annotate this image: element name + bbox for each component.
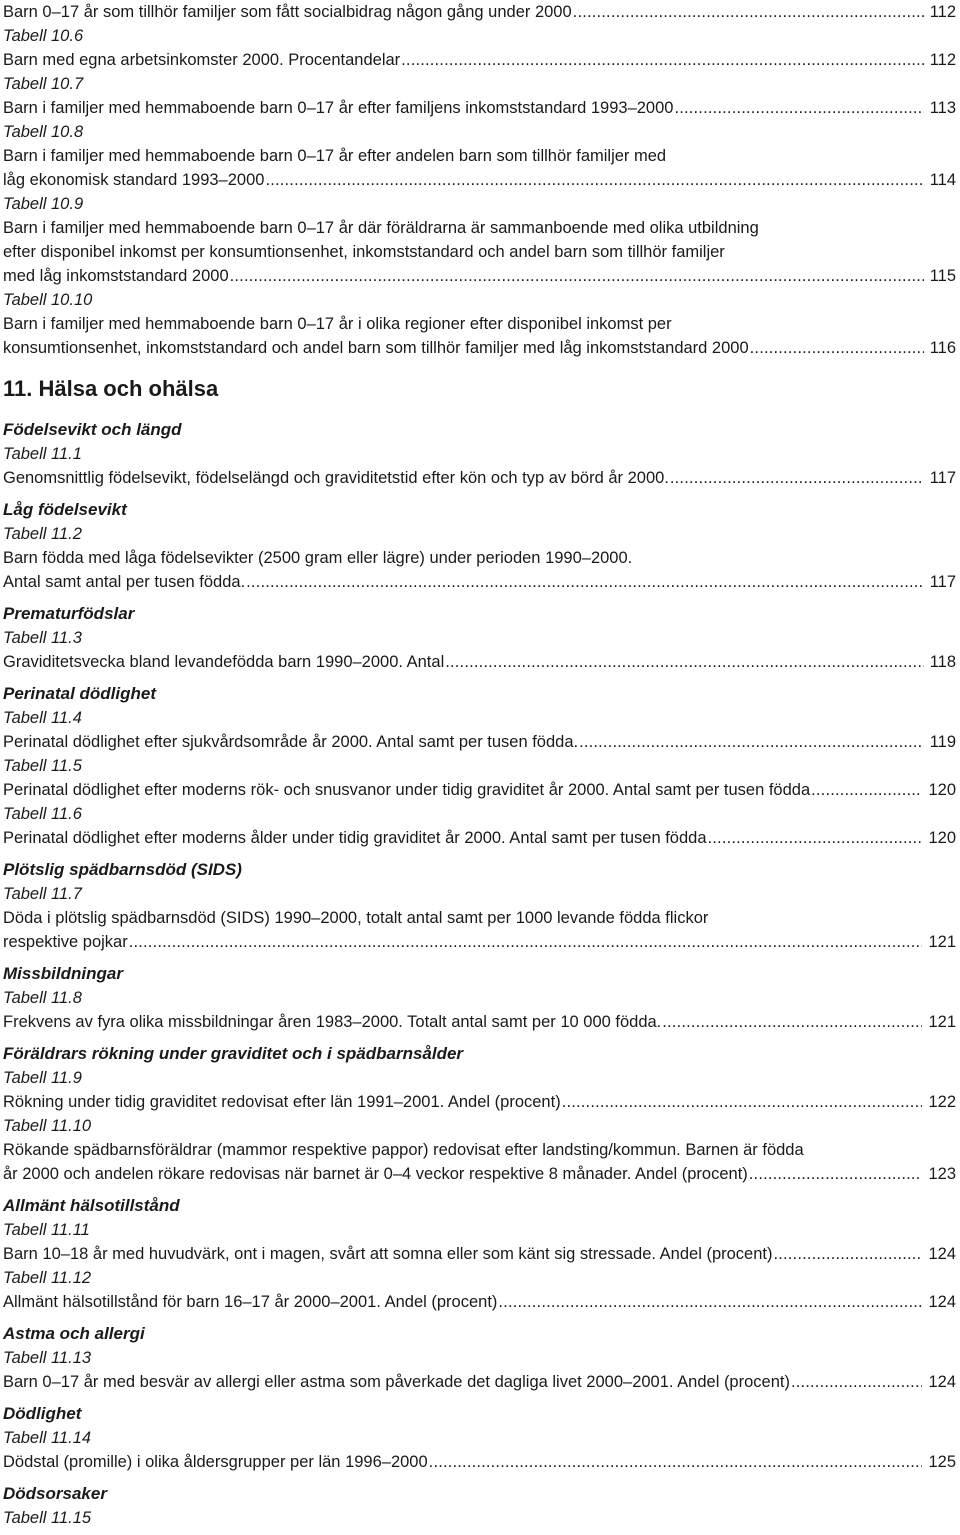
table-of-contents [3,0,956,1530]
table-label: Tabell 11.7 [3,885,82,903]
toc-entry-text: Rökning under tidig graviditet redovisat efter län 1991–2001. Andel (procent) [3,1093,561,1111]
dot-leader [230,264,924,288]
dot-leader [445,650,923,674]
section-heading: Födelsevikt och längd [3,420,182,439]
toc-entry-line [3,906,956,930]
toc-entry-text: Barn i familjer med hemmaboende barn 0–17 år i olika regioner efter disponibel inkomst per [3,315,672,333]
toc-entry-line [3,546,956,570]
toc-entry-text: Graviditetsvecka bland levandefödda barn 1990–2000. Antal [3,653,445,671]
toc-entry-text: Barn 0–17 år med besvär av allergi eller astma som påverkade det dagliga livet 2000–2001. Andel (procent) [3,1373,790,1391]
table-label: Tabell 10.9 [3,195,84,213]
toc-entry-text: Perinatal dödlighet efter moderns ålder under tidig graviditet år 2000. Antal samt per tusen födda [3,829,707,847]
toc-entry-text: Genomsnittlig födelsevikt, födelselängd och graviditetstid efter kön och typ av börd år 2000. [3,469,669,487]
section-heading: Plötslig spädbarnsdöd (SIDS) [3,860,242,879]
toc-entry-line [3,1450,956,1474]
table-label: Tabell 11.13 [3,1349,92,1367]
dot-leader [674,96,923,120]
toc-entry-text: Barn 10–18 år med huvudvärk, ont i magen, svårt att somna eller som känt sig stressade. Andel (procent) [3,1245,773,1263]
page-number: 114 [929,171,956,189]
table-label: Tabell 11.3 [3,629,82,647]
dot-leader [129,930,923,954]
page-number: 118 [929,653,956,671]
table-label: Tabell 11.11 [3,1221,90,1239]
toc-entry-text: med låg inkomststandard 2000 [3,267,229,285]
toc-entry-line [3,144,956,168]
toc-entry-line [3,216,956,240]
toc-entry-line [3,48,956,72]
toc-entry-text: Frekvens av fyra olika missbildningar åren 1983–2000. Totalt antal samt per 10 000 födda. [3,1013,662,1031]
page-number: 112 [929,3,956,21]
toc-entry-line [3,730,956,754]
toc-entry-line [3,1010,956,1034]
page-number: 121 [928,933,956,951]
page-number: 112 [929,51,956,69]
section-heading: Perinatal dödlighet [3,684,157,703]
dot-leader [662,1010,922,1034]
toc-entry-text: respektive pojkar [3,933,128,951]
toc-entry-text: Barn födda med låga födelsevikter (2500 gram eller lägre) under perioden 1990–2000. [3,549,633,567]
page-number: 124 [928,1245,956,1263]
page-number: 119 [929,733,956,751]
table-label: Tabell 10.6 [3,27,84,45]
toc-entry-line [3,930,956,954]
section-heading: Astma och allergi [3,1324,145,1343]
section-heading: Dödsorsaker [3,1484,107,1503]
toc-entry-text: Barn i familjer med hemmaboende barn 0–17 år där föräldrarna är sammanboende med olika utbildning [3,219,759,237]
page-number: 123 [928,1165,956,1183]
toc-entry-line [3,0,956,24]
page-number: 117 [929,573,956,591]
dot-leader [401,48,924,72]
toc-entry-line [3,312,956,336]
page-number: 121 [928,1013,956,1031]
toc-entry-text: efter disponibel inkomst per konsumtionsenhet, inkomststandard och andel barn som tillhör familjer [3,243,725,261]
dot-leader [573,0,924,24]
toc-entry-text: Perinatal dödlighet efter sjukvårdsområde år 2000. Antal samt per tusen födda. [3,733,579,751]
dot-leader [670,466,924,490]
toc-entry-text: Barn i familjer med hemmaboende barn 0–17 år efter andelen barn som tillhör familjer med [3,147,667,165]
toc-entry-line [3,826,956,850]
page-number: 116 [929,339,956,357]
toc-entry-line [3,168,956,192]
toc-entry-line [3,240,956,264]
dot-leader [791,1370,923,1394]
toc-entry-text: Barn i familjer med hemmaboende barn 0–17 år efter familjens inkomststandard 1993–2000 [3,99,674,117]
toc-entry-line [3,1290,956,1314]
table-label: Tabell 11.9 [3,1069,82,1087]
toc-entry-line [3,1138,956,1162]
toc-entry-line [3,778,956,802]
dot-leader [750,336,924,360]
table-label: Tabell 11.4 [3,709,82,727]
page-number: 124 [928,1293,956,1311]
page-number: 124 [928,1373,956,1391]
toc-entry-text: Rökande spädbarnsföräldrar (mammor respektive pappor) redovisat efter landsting/kommun. Barnen är födda [3,1141,804,1159]
section-heading: Låg födelsevikt [3,500,127,519]
table-label: Tabell 10.10 [3,291,93,309]
toc-entry-line [3,650,956,674]
toc-entry-text: Allmänt hälsotillstånd för barn 16–17 år 2000–2001. Andel (procent) [3,1293,498,1311]
toc-entry-line [3,466,956,490]
table-label: Tabell 10.8 [3,123,84,141]
table-label: Tabell 11.10 [3,1117,92,1135]
section-heading: Dödlighet [3,1404,82,1423]
dot-leader [265,168,923,192]
toc-entry-line [3,336,956,360]
dot-leader [811,778,922,802]
dot-leader [498,1290,922,1314]
section-heading: Prematurfödslar [3,604,135,623]
toc-entry-line [3,96,956,120]
toc-entry-text: Barn med egna arbetsinkomster 2000. Procentandelar [3,51,401,69]
toc-entry-text: Barn 0–17 år som tillhör familjer som fått socialbidrag någon gång under 2000 [3,3,572,21]
toc-entry-text: låg ekonomisk standard 1993–2000 [3,171,265,189]
table-label: Tabell 11.5 [3,757,82,775]
toc-entry-line [3,264,956,288]
dot-leader [773,1242,922,1266]
toc-entry-line [3,1090,956,1114]
toc-entry-text: Döda i plötslig spädbarnsdöd (SIDS) 1990–2000, totalt antal samt per 1000 levande födda flickor [3,909,709,927]
page-number: 117 [929,469,956,487]
section-heading: Allmänt hälsotillstånd [3,1196,180,1215]
page-number: 122 [928,1093,956,1111]
dot-leader [579,730,924,754]
toc-entry-text: Perinatal dödlighet efter moderns rök- och snusvanor under tidig graviditet år 2000. Antal samt per tusen födda [3,781,811,799]
table-label: Tabell 11.1 [3,445,82,463]
toc-entry-line [3,1370,956,1394]
section-heading: Missbildningar [3,964,123,983]
page-number: 125 [928,1453,956,1471]
table-label: Tabell 10.7 [3,75,84,93]
table-label: Tabell 11.15 [3,1509,92,1527]
toc-entry-text: konsumtionsenhet, inkomststandard och andel barn som tillhör familjer med låg inkomststandard 2000 [3,339,749,357]
toc-entry-line [3,1162,956,1186]
chapter-title: 11. Hälsa och ohälsa [3,376,219,401]
toc-entry-line [3,1242,956,1266]
dot-leader [562,1090,923,1114]
dot-leader [708,826,923,850]
toc-entry-text: Dödstal (promille) i olika åldersgrupper per län 1996–2000 [3,1453,428,1471]
section-heading: Föräldrars rökning under graviditet och i spädbarnsålder [3,1044,464,1063]
toc-entry-text: Antal samt antal per tusen födda. [3,573,246,591]
table-label: Tabell 11.14 [3,1429,92,1447]
dot-leader [429,1450,923,1474]
dot-leader [246,570,924,594]
toc-entry-line [3,570,956,594]
page-number: 120 [928,829,956,847]
page-number: 115 [929,267,956,285]
table-label: Tabell 11.8 [3,989,82,1007]
table-label: Tabell 11.12 [3,1269,92,1287]
page-number: 120 [928,781,956,799]
table-label: Tabell 11.2 [3,525,82,543]
toc-entry-text: år 2000 och andelen rökare redovisas när barnet är 0–4 veckor respektive 8 månader. Andel (procent) [3,1165,748,1183]
page-number: 113 [929,99,956,117]
dot-leader [749,1162,923,1186]
table-label: Tabell 11.6 [3,805,82,823]
